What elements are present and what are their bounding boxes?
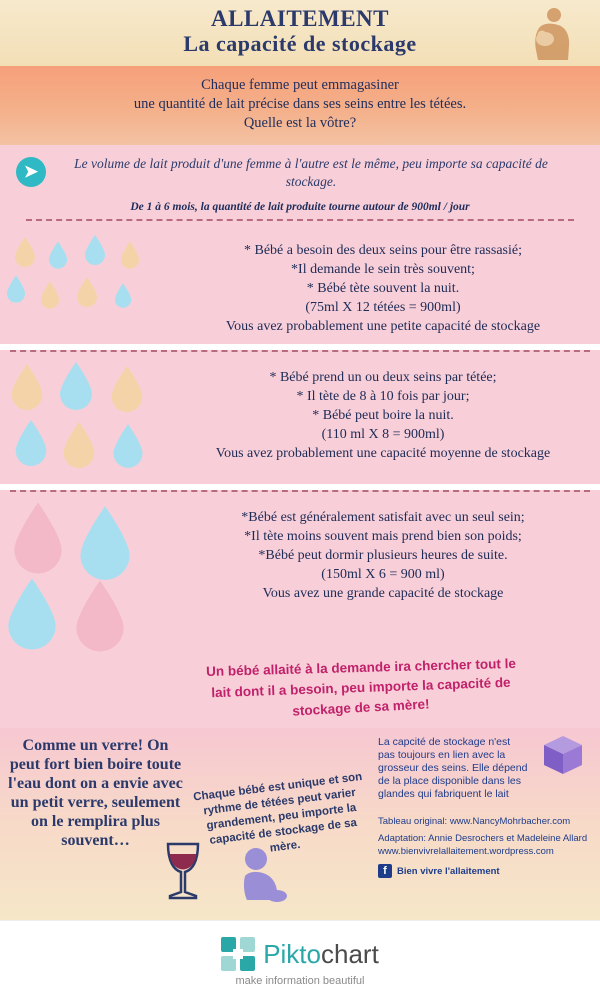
- credits: [378, 815, 592, 878]
- drop-icon: [14, 420, 48, 466]
- section-conclusion: Vous avez probablement une petite capacité de stockage: [225, 319, 541, 334]
- intro-banner: [0, 66, 600, 145]
- unique-baby-block: [189, 728, 374, 920]
- drop-icon: [114, 283, 132, 308]
- bullet: * Bébé tète souvent la nuit.: [306, 281, 460, 296]
- header: [0, 0, 600, 66]
- storage-fact-block: [374, 728, 600, 920]
- bullet: (75ml X 12 tétées = 900ml): [305, 300, 461, 315]
- drop-icon: [6, 578, 58, 650]
- piktochart-wordmark: [263, 939, 379, 970]
- drop-icon: [112, 424, 144, 468]
- bullet: *Bébé peut dormir plusieurs heures de suite.: [258, 548, 508, 563]
- bullet: * Bébé prend un ou deux seins par tétée;: [269, 370, 497, 385]
- section-large-text: [180, 502, 600, 652]
- title-line-2: La capacité de stockage: [183, 31, 417, 56]
- bullet: * Bébé a besoin des deux seins pour être rassasié;: [244, 243, 522, 258]
- sitting-baby-icon: [235, 846, 289, 911]
- bullet: *Il demande le sein très souvent;: [291, 262, 475, 277]
- facebook-label[interactable]: Bien vivre l'allaitement: [397, 865, 500, 877]
- piktochart-logo-icon: [221, 937, 255, 971]
- intro-line-2: une quantité de lait précise dans ses seins entre les tétées.: [133, 96, 467, 112]
- storage-fact-text: La capcité de stockage n'est pas toujours en lien avec la grosseur des seins. Elle dépend de la place disponible dans les glandes qui fabriquent le lait: [378, 736, 528, 800]
- section-medium-capacity: [0, 352, 600, 484]
- section-large-capacity: [0, 492, 600, 656]
- callout-note: De 1 à 6 mois, la quantité de lait produite tourne autour de 900ml / jour: [130, 201, 470, 213]
- callout-row: [16, 155, 584, 191]
- bullet: (150ml X 6 = 900 ml): [321, 567, 445, 582]
- credit-line-2: Adaptation: Annie Desrochers et Madeleine Allard: [378, 833, 588, 844]
- bottom-section: [0, 728, 600, 920]
- handwritten-line-3: stockage de sa mère!: [292, 696, 430, 719]
- drop-icon: [48, 241, 68, 269]
- credit-line-3[interactable]: www.bienvivrelallaitement.wordpress.com: [378, 846, 554, 857]
- section-conclusion: Vous avez probablement une capacité moyenne de stockage: [215, 446, 551, 461]
- bullet: *Bébé est généralement satisfait avec un seul sein;: [241, 510, 525, 525]
- unique-baby-text: Chaque bébé est unique et son rythme de tétées peut varier grandement, peu importe la capacité de stockage de sa mère.: [192, 770, 363, 855]
- drop-icon: [10, 364, 44, 410]
- drop-icon: [6, 275, 26, 303]
- drop-icon: [58, 362, 94, 410]
- drop-icon: [14, 237, 36, 267]
- drop-icon: [84, 235, 106, 265]
- bullet: *Il tète moins souvent mais prend bien son poids;: [244, 529, 522, 544]
- purple-cube-icon: [542, 734, 584, 781]
- drop-icon: [76, 277, 98, 307]
- section-small-text: [180, 235, 600, 340]
- section-medium-text: [180, 362, 600, 480]
- callout-section: [0, 145, 600, 229]
- drops-small: [0, 235, 180, 327]
- section-conclusion: Vous avez une grande capacité de stockage: [262, 586, 504, 601]
- handwritten-line-1: Un bébé allaité à la demande ira chercher tout le: [205, 655, 517, 680]
- title-line-1: ALLAITEMENT: [210, 6, 390, 31]
- bullet: (110 ml X 8 = 900ml): [321, 427, 445, 442]
- mother-nursing-icon: [528, 6, 574, 67]
- piktochart-tagline: make information beautiful: [235, 975, 365, 987]
- bullet: * Il tète de 8 à 10 fois par jour;: [296, 389, 470, 404]
- handwritten-note: [0, 656, 600, 728]
- divider-1: [26, 219, 574, 221]
- drop-icon: [110, 366, 144, 412]
- drop-icon: [40, 281, 60, 309]
- brand-part-1: Pikto: [263, 938, 321, 969]
- drops-medium: [0, 362, 180, 480]
- callout-text: Le volume de lait produit d'une femme à l'autre est le même, peu importe sa capacité de stockage.: [74, 156, 548, 189]
- bullet: * Bébé peut boire la nuit.: [312, 408, 454, 423]
- page-title: [0, 0, 600, 56]
- arrow-right-icon: ➤: [16, 157, 46, 187]
- brand-part-2: chart: [321, 938, 379, 969]
- drops-large: [0, 502, 180, 652]
- drop-icon: [12, 502, 64, 574]
- glass-analogy-text: Comme un verre! On peut fort bien boire toute l'eau dont on a envie avec un petit verre, seulement on le remplira plus souvent…: [8, 737, 183, 849]
- section-small-capacity: [0, 229, 600, 344]
- handwritten-line-2: lait dont il a besoin, peu importe la capacité de: [211, 674, 511, 701]
- credit-line-1: Tableau original: www.NancyMohrbacher.com: [378, 816, 571, 827]
- facebook-row[interactable]: [378, 864, 592, 878]
- facebook-icon[interactable]: f: [378, 864, 392, 878]
- drop-icon: [62, 422, 96, 468]
- piktochart-brand: [221, 937, 379, 971]
- footer: [0, 920, 600, 1003]
- drop-icon: [120, 241, 140, 269]
- intro-line-1: Chaque femme peut emmagasiner: [201, 77, 399, 93]
- drop-icon: [78, 506, 132, 580]
- intro-line-3: Quelle est la vôtre?: [243, 115, 357, 131]
- drop-icon: [74, 580, 126, 652]
